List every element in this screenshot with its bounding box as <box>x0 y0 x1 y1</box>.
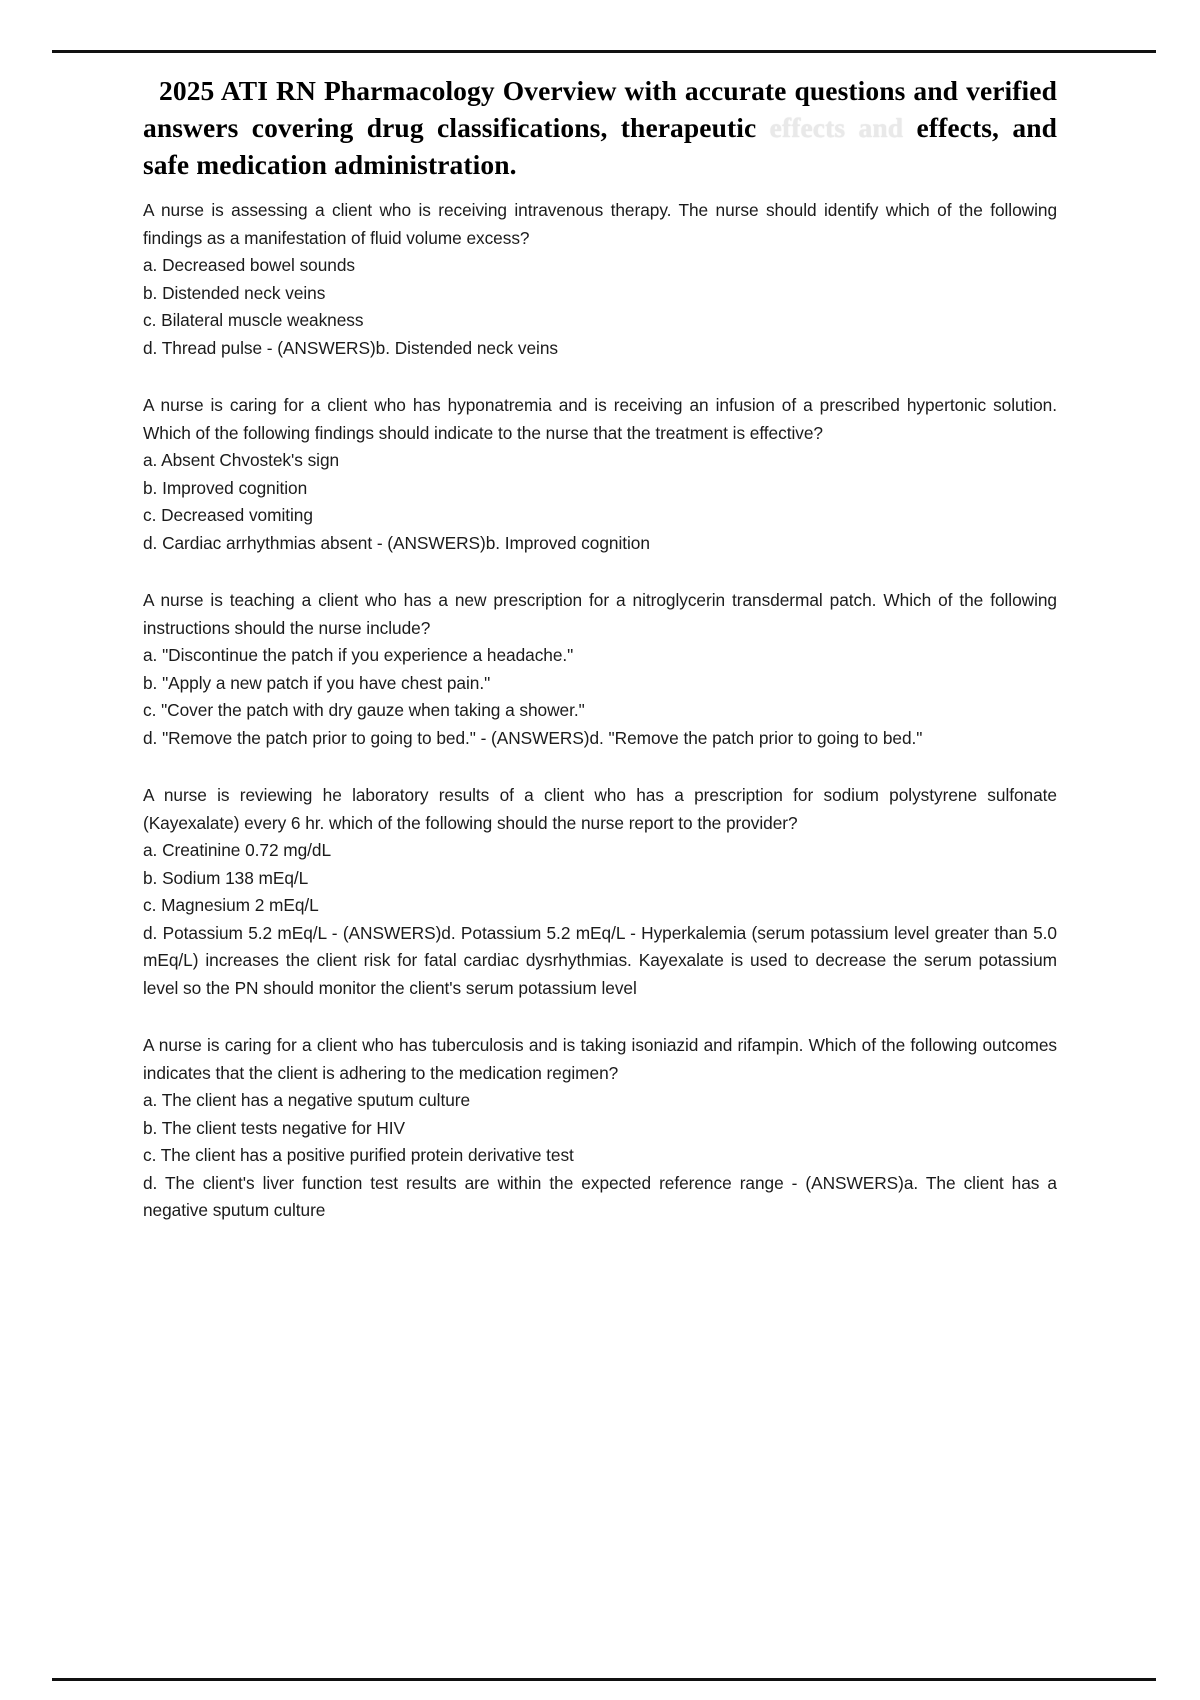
question-stem: A nurse is reviewing he laboratory results of a client who has a prescription for sodium polystyrene sulfonate (Kayexalate) every 6 hr. which of the following should the nurse report to the provider? <box>143 785 1057 833</box>
question-option: c. The client has a positive purified protein derivative test <box>143 1145 574 1165</box>
question-stem: A nurse is assessing a client who is receiving intravenous therapy. The nurse should identify which of the following findings as a manifestation of fluid volume excess? <box>143 200 1057 248</box>
question-option: b. The client tests negative for HIV <box>143 1117 406 1138</box>
question-option: a. The client has a negative sputum culture <box>143 1090 471 1110</box>
title-text-line2: verified answers covering drug classifications, therapeutic <box>143 75 1057 143</box>
question-option: a. Creatinine 0.72 mg/dL <box>143 840 332 860</box>
header-divider-rule <box>52 50 1156 53</box>
question-option: a. "Discontinue the patch if you experience a headache." <box>143 645 574 665</box>
question-block <box>143 197 1057 362</box>
question-option: a. Absent Chvostek's sign <box>143 450 340 470</box>
question-option-answer: d. The client's liver function test results are within the expected reference range - (ANSWERS)a. The client has a negative sputum culture <box>143 1172 1057 1220</box>
question-option: c. Bilateral muscle weakness <box>143 310 364 330</box>
question-option: c. Decreased vomiting <box>143 505 313 525</box>
question-stem: A nurse is teaching a client who has a new prescription for a nitroglycerin transdermal patch. Which of the following instructions should the nurse include? <box>143 590 1057 638</box>
question-option: a. Decreased bowel sounds <box>143 255 356 275</box>
question-block <box>143 392 1057 557</box>
question-option-answer: d. "Remove the patch prior to going to bed." - (ANSWERS)d. "Remove the patch prior to going to bed." <box>143 727 923 748</box>
title-text-line1: 2025 ATI RN Pharmacology Overview with accurate questions and <box>159 75 959 106</box>
question-stem: A nurse is caring for a client who has hyponatremia and is receiving an infusion of a prescribed hypertonic solution. Which of the following findings should indicate to the nurse that the treatment is effective? <box>143 395 1057 443</box>
title-text-faded: effects and <box>769 112 904 143</box>
question-block <box>143 587 1057 752</box>
question-block <box>143 782 1057 1002</box>
question-option: b. "Apply a new patch if you have chest pain." <box>143 672 491 693</box>
question-option: c. "Cover the patch with dry gauze when taking a shower." <box>143 700 585 720</box>
question-stem: A nurse is caring for a client who has tuberculosis and is taking isoniazid and rifampin. Which of the following outcomes indicates that the client is adhering to the medication regimen? <box>143 1035 1057 1083</box>
question-option-answer: d. Potassium 5.2 mEq/L - (ANSWERS)d. Potassium 5.2 mEq/L - Hyperkalemia (serum potassium level greater than 5.0 mEq/L) increases the client risk for fatal cardiac dysrhythmias. Kayexalate is used to decrease the serum potassium level so the PN should monitor the client's serum potassium level <box>143 922 1057 998</box>
document-content <box>143 72 1057 1255</box>
question-option: b. Improved cognition <box>143 477 308 498</box>
question-option: c. Magnesium 2 mEq/L <box>143 895 319 915</box>
question-option: b. Distended neck veins <box>143 282 326 303</box>
question-option: b. Sodium 138 mEq/L <box>143 867 309 888</box>
page-title <box>143 72 1057 183</box>
question-option-answer: d. Cardiac arrhythmias absent - (ANSWERS)b. Improved cognition <box>143 532 650 553</box>
title-text-line3: effects, and safe medication administration. <box>143 112 1057 180</box>
question-option-answer: d. Thread pulse - (ANSWERS)b. Distended neck veins <box>143 337 558 358</box>
question-block <box>143 1032 1057 1225</box>
footer-divider-rule <box>52 1678 1156 1681</box>
